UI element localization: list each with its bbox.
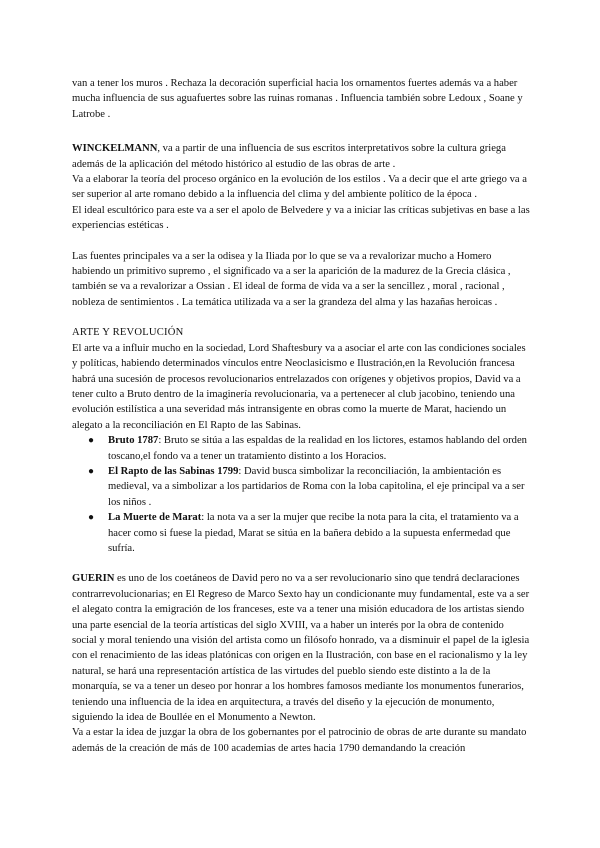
spacer <box>72 556 530 571</box>
paragraph-last: Va a estar la idea de juzgar la obra de los gobernantes por el patrocinio de obras de arte durante su mandato además de la creación de más de 100 academias de artes hacia 1790 demandando la creación <box>72 727 527 754</box>
paragraph-intro: van a tener los muros . Rechaza la decoración superficial hacia los ornamentos fuertes además va a haber mucha influencia de sus aguafuertes sobre las ruinas romanas . Influencia también sobre Ledoux , Soane y Latrobe . <box>72 78 523 120</box>
guerin-name: GUERIN <box>72 573 115 585</box>
winckelmann-text-1: , va a partir de una influencia de sus escritos interpretativos sobre la cultura griega además de la aplicación del método histórico al estudio de las obras de arte . <box>72 143 506 170</box>
paragraph-winckelmann-3: El ideal escultórico para este va a ser el apolo de Belvedere y va a iniciar las críticas subjetivas en base a las experiencias estéticas . <box>72 204 530 232</box>
paragraph-winckelmann-2: Va a elaborar la teoría del proceso orgánico en la evolución de los estilos . Va a decir que el arte griego va a ser superior al arte romano debido a la influencia del clima y del ambiente político de la época . <box>72 174 527 201</box>
paragraph-guerin <box>72 571 530 725</box>
work-title: La Muerte de Marat <box>108 512 202 524</box>
spacer <box>72 122 530 137</box>
document-page <box>72 76 530 756</box>
section-heading: ARTE Y REVOLUCIÓN <box>72 327 184 339</box>
spacer <box>72 310 530 325</box>
list-item <box>88 433 530 464</box>
work-description: : David busca simbolizar la reconciliación, la ambientación es medieval, va a simbolizar a los partidarios de Roma con la loba capitolina, el eje principal va a ser los niños . <box>108 465 525 508</box>
list-item <box>88 510 530 556</box>
paragraph-winckelmann <box>72 141 530 172</box>
work-description: : Bruto se sitúa a las espaldas de la realidad en los lictores, estamos hablando del orden toscano,el fondo va a tener un tratamiento distinto a los Horacios. <box>108 435 527 462</box>
works-list <box>72 433 530 556</box>
work-title: Bruto 1787 <box>108 435 159 447</box>
bullet-icon: ● <box>88 435 95 447</box>
paragraph-arte-revolucion: El arte va a influir mucho en la sociedad, Lord Shaftesbury va a asociar el arte con las condiciones sociales y políticas, habiendo determinados vínculos entre Neoclasicismo e Ilustración,en la Revolución francesa habrá una sucesión de procesos revolucionarios entrelazados con orígenes y objetivos propios, David va a tener culto a Bruto dentro de la imaginería revolucionaria, va a pertenecer al club jacobino, teniendo una evolución estilística a una severidad más intransigente en obras como la muerte de Marat, haciendo un alegato a la reconciliación en El Rapto de las Sabinas. <box>72 342 526 431</box>
paragraph-fuentes: Las fuentes principales va a ser la odisea y la Iliada por lo que se va a revalorizar mucho a Homero habiendo un primitivo supremo , el significado va a ser la aparición de la madurez de la Grecia clásica , también se va a revalorizar a Ossian . El ideal de forma de vida va a ser la sencillez , moral , racional , nobleza de sentimientos . La temática utilizada va a ser la grandeza del alma y las hazañas heroicas . <box>72 250 511 308</box>
bullet-icon: ● <box>88 512 95 524</box>
work-description: : la nota va a ser la mujer que recibe la nota para la cita, el tratamiento va a hacer como si fuese la piedad, Marat se sitúa en la bañera debido a la supuesta enfermedad que sufría. <box>108 512 519 554</box>
spacer <box>72 234 530 249</box>
winckelmann-name: WINCKELMANN <box>72 143 158 155</box>
work-title: El Rapto de las Sabinas 1799 <box>108 465 239 477</box>
bullet-icon: ● <box>88 465 95 477</box>
guerin-text: es uno de los coetáneos de David pero no va a ser revolucionario sino que tendrá declaraciones contrarrevolucionarias; en El Regreso de Marco Sexto hay un condicionante muy fundamental, este va a ser el alegato contra la emigración de los franceses, este va a tener una misión educadora de los artistas siendo una parte esencial de la teoría artísticas del siglo XVIII, va a haber un interés por la obra de contenido social y moral teniendo una visión del artista como un filósofo honrado, va a disminuir el papel de la iglesia con el renacimiento de las ideas platónicas con origen en la Ilustración, con base en el racionalismo y la ley natural, se hará una representación artística de las virtudes del pueblo siendo este distinto a la de la monarquía, se va a tener un deseo por honrar a los hombres famosos mediante los monumentos funerarios, teniendo una influencia de la idea en arquitectura, a través del diseño y la ejecución de monumento, siguiendo la idea de Boullée en el Monumento a Newton. <box>72 573 530 724</box>
list-item <box>88 464 530 510</box>
